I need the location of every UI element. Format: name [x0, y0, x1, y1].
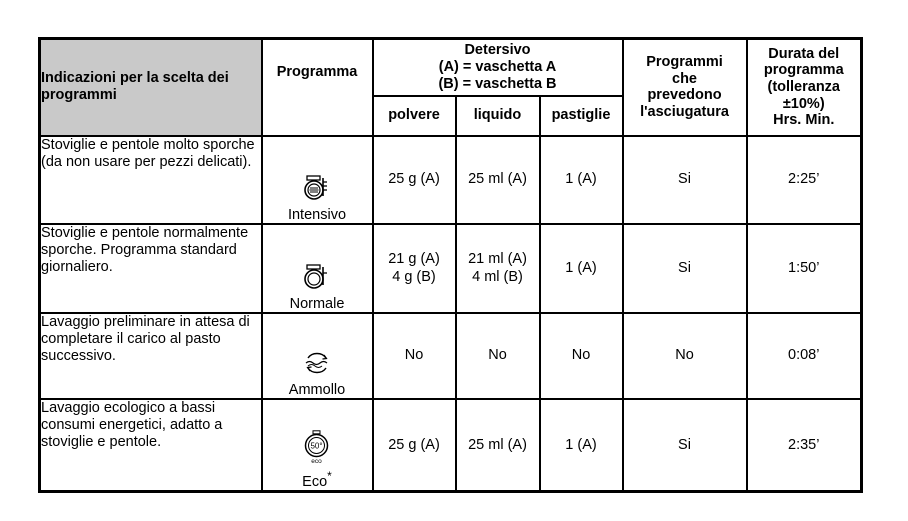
liquido-cell: 21 ml (A) 4 ml (B) [456, 224, 540, 313]
polvere-cell: 25 g (A) [373, 136, 456, 224]
durata-cell: 2:35’ [747, 399, 862, 492]
program-name: Intensivo [287, 206, 347, 223]
row-description: Stoviglie e pentole molto sporche (da non usare per pezzi delicati). [40, 136, 262, 224]
program-cell [262, 224, 373, 313]
polvere-cell: No [373, 313, 456, 399]
liquido-cell: 25 ml (A) [456, 136, 540, 224]
program-name: Ammollo [288, 381, 346, 398]
header-asciugatura: Programmi che prevedono l'asciugatura [623, 39, 747, 136]
program-name: Normale [289, 295, 345, 312]
header-durata: Durata del programma (tolleranza ±10%) Hrs. Min. [747, 39, 862, 136]
eco-icon-temp: 50° [310, 441, 323, 451]
header-pastiglie: pastiglie [540, 96, 623, 136]
asciugatura-cell: Si [623, 399, 747, 492]
durata-cell: 2:25’ [747, 136, 862, 224]
pastiglie-cell: 1 (A) [540, 224, 623, 313]
polvere-cell: 21 g (A) 4 g (B) [373, 224, 456, 313]
header-detersivo: Detersivo (A) = vaschetta A (B) = vaschetta B [373, 39, 623, 96]
asciugatura-cell: Si [623, 136, 747, 224]
ammollo-icon [302, 349, 332, 377]
liquido-cell: 25 ml (A) [456, 399, 540, 492]
program-name: Eco [302, 474, 328, 490]
polvere-cell: 25 g (A) [373, 399, 456, 492]
row-description: Lavaggio preliminare in attesa di completare il carico al pasto successivo. [40, 313, 262, 399]
header-polvere: polvere [373, 96, 456, 136]
table-row [40, 399, 862, 492]
header-row-1 [40, 39, 862, 96]
pastiglie-cell: 1 (A) [540, 399, 623, 492]
pastiglie-cell: 1 (A) [540, 136, 623, 224]
header-liquido: liquido [456, 96, 540, 136]
program-footnote-mark: * [327, 469, 332, 484]
asciugatura-cell: No [623, 313, 747, 399]
liquido-cell: No [456, 313, 540, 399]
eco-icon-label: eco [311, 458, 322, 465]
table-row [40, 313, 862, 399]
durata-cell: 0:08’ [747, 313, 862, 399]
header-indicazioni: Indicazioni per la scelta dei programmi [40, 39, 262, 136]
eco-icon [303, 430, 331, 464]
intensivo-icon [304, 174, 330, 202]
header-programma: Programma [262, 39, 373, 136]
table-row [40, 136, 862, 224]
program-cell [262, 313, 373, 399]
pastiglie-cell: No [540, 313, 623, 399]
asciugatura-cell: Si [623, 224, 747, 313]
table-row [40, 224, 862, 313]
program-table [38, 37, 863, 493]
normale-icon [304, 263, 330, 291]
row-description: Lavaggio ecologico a bassi consumi energetici, adatto a stoviglie e pentole. [40, 399, 262, 492]
durata-cell: 1:50’ [747, 224, 862, 313]
row-description: Stoviglie e pentole normalmente sporche. Programma standard giornaliero. [40, 224, 262, 313]
program-cell [262, 136, 373, 224]
program-cell [262, 399, 373, 492]
